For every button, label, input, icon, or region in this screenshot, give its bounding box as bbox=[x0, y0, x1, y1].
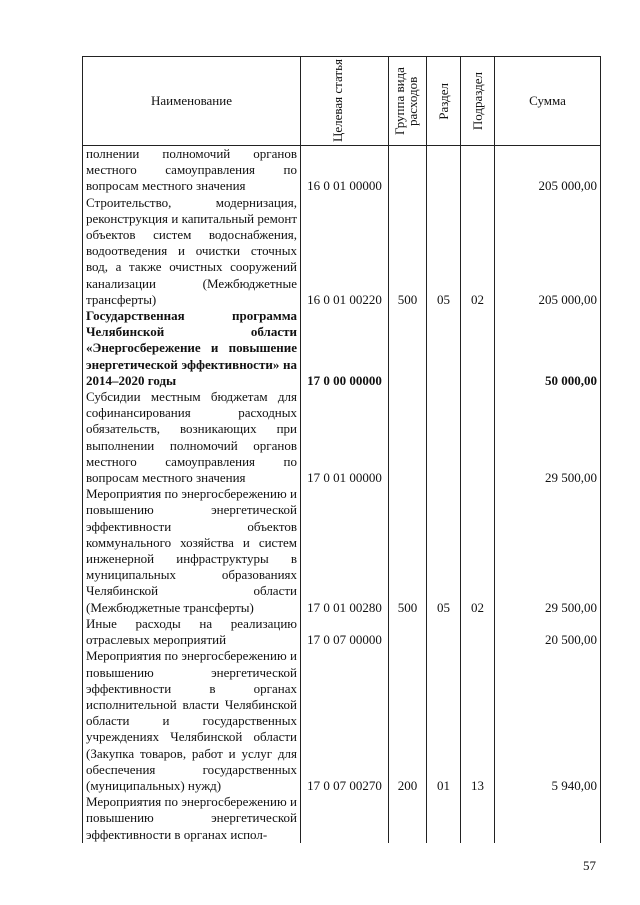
cell-amount: 5 940,00 bbox=[495, 648, 601, 794]
cell-section bbox=[427, 794, 461, 843]
table-row bbox=[83, 616, 601, 648]
cell-target-code bbox=[301, 794, 389, 843]
cell-name: Мероприятия по энергосбережению и повышению энергетической эффективности в органах исполнительной власти Челябинской области и государственных учреждениях Челябинской области (Закупка товаров, работ и услуг для обеспечения государственных (муниципальных) нужд) bbox=[83, 648, 301, 794]
cell-name: Строительство, модернизация, реконструкция и капитальный ремонт объектов систем водоснабжения, водоотведения и очистки сточных вод, а также очистных сооружений канализации (Межбюджетные трансферты) bbox=[83, 195, 301, 308]
cell-amount: 205 000,00 bbox=[495, 195, 601, 308]
cell-section: 05 bbox=[427, 195, 461, 308]
cell-name: Мероприятия по энергосбережению и повышению энергетической эффективности объектов коммунального хозяйства и систем инженерной инфраструктуры в муниципальных образованиях Челябинской области (Межбюджетные трансферты) bbox=[83, 486, 301, 616]
cell-amount: 29 500,00 bbox=[495, 389, 601, 486]
cell-amount: 20 500,00 bbox=[495, 616, 601, 648]
cell-subsection bbox=[461, 146, 495, 195]
table-row bbox=[83, 389, 601, 486]
cell-name: Мероприятия по энергосбережению и повышению энергетической эффективности в органах испол- bbox=[83, 794, 301, 843]
table-row bbox=[83, 146, 601, 195]
header-name: Наименование bbox=[83, 57, 301, 146]
table-row bbox=[83, 648, 601, 794]
table-row bbox=[83, 308, 601, 389]
cell-amount: 29 500,00 bbox=[495, 486, 601, 616]
cell-group: 200 bbox=[389, 648, 427, 794]
budget-table bbox=[82, 56, 601, 843]
cell-group: 500 bbox=[389, 486, 427, 616]
cell-group: 500 bbox=[389, 195, 427, 308]
cell-subsection bbox=[461, 308, 495, 389]
table-header-row bbox=[83, 57, 601, 146]
cell-section bbox=[427, 308, 461, 389]
cell-target-code: 16 0 01 00220 bbox=[301, 195, 389, 308]
header-subsection bbox=[461, 57, 495, 146]
table-row bbox=[83, 794, 601, 843]
table-body bbox=[83, 146, 601, 843]
cell-section bbox=[427, 389, 461, 486]
cell-subsection bbox=[461, 794, 495, 843]
cell-name: Государственная программа Челябинской области «Энергосбережение и повышение энергетической эффективности» на 2014–2020 годы bbox=[83, 308, 301, 389]
cell-target-code: 17 0 07 00000 bbox=[301, 616, 389, 648]
cell-name: полнении полномочий органов местного самоуправления по вопросам местного значения bbox=[83, 146, 301, 195]
cell-target-code: 17 0 01 00280 bbox=[301, 486, 389, 616]
cell-target-code: 17 0 07 00270 bbox=[301, 648, 389, 794]
cell-group bbox=[389, 794, 427, 843]
cell-section: 01 bbox=[427, 648, 461, 794]
page-number: 57 bbox=[583, 858, 596, 873]
cell-target-code: 17 0 00 00000 bbox=[301, 308, 389, 389]
header-section bbox=[427, 57, 461, 146]
cell-subsection bbox=[461, 616, 495, 648]
cell-group bbox=[389, 146, 427, 195]
cell-subsection bbox=[461, 389, 495, 486]
header-group bbox=[389, 57, 427, 146]
cell-amount: 50 000,00 bbox=[495, 308, 601, 389]
cell-group bbox=[389, 616, 427, 648]
cell-section: 05 bbox=[427, 486, 461, 616]
cell-subsection: 02 bbox=[461, 195, 495, 308]
header-section-label: Раздел bbox=[436, 82, 451, 120]
header-subsection-label: Подраздел bbox=[470, 71, 485, 131]
table-row bbox=[83, 195, 601, 308]
header-amount: Сумма bbox=[495, 57, 601, 146]
header-group-label: Группа вида расходов bbox=[391, 67, 420, 135]
cell-name: Субсидии местным бюджетам для софинансирования расходных обязательств, возникающих при выполнении полномочий органов местного самоуправления по вопросам местного значения bbox=[83, 389, 301, 486]
cell-section bbox=[427, 616, 461, 648]
header-target bbox=[301, 57, 389, 146]
header-target-label: Целевая статья bbox=[329, 59, 345, 143]
cell-group bbox=[389, 389, 427, 486]
cell-amount bbox=[495, 794, 601, 843]
table-row bbox=[83, 486, 601, 616]
cell-subsection: 02 bbox=[461, 486, 495, 616]
cell-target-code: 16 0 01 00000 bbox=[301, 146, 389, 195]
cell-target-code: 17 0 01 00000 bbox=[301, 389, 389, 486]
cell-group bbox=[389, 308, 427, 389]
cell-name: Иные расходы на реализацию отраслевых мероприятий bbox=[83, 616, 301, 648]
cell-amount: 205 000,00 bbox=[495, 146, 601, 195]
cell-section bbox=[427, 146, 461, 195]
cell-subsection: 13 bbox=[461, 648, 495, 794]
